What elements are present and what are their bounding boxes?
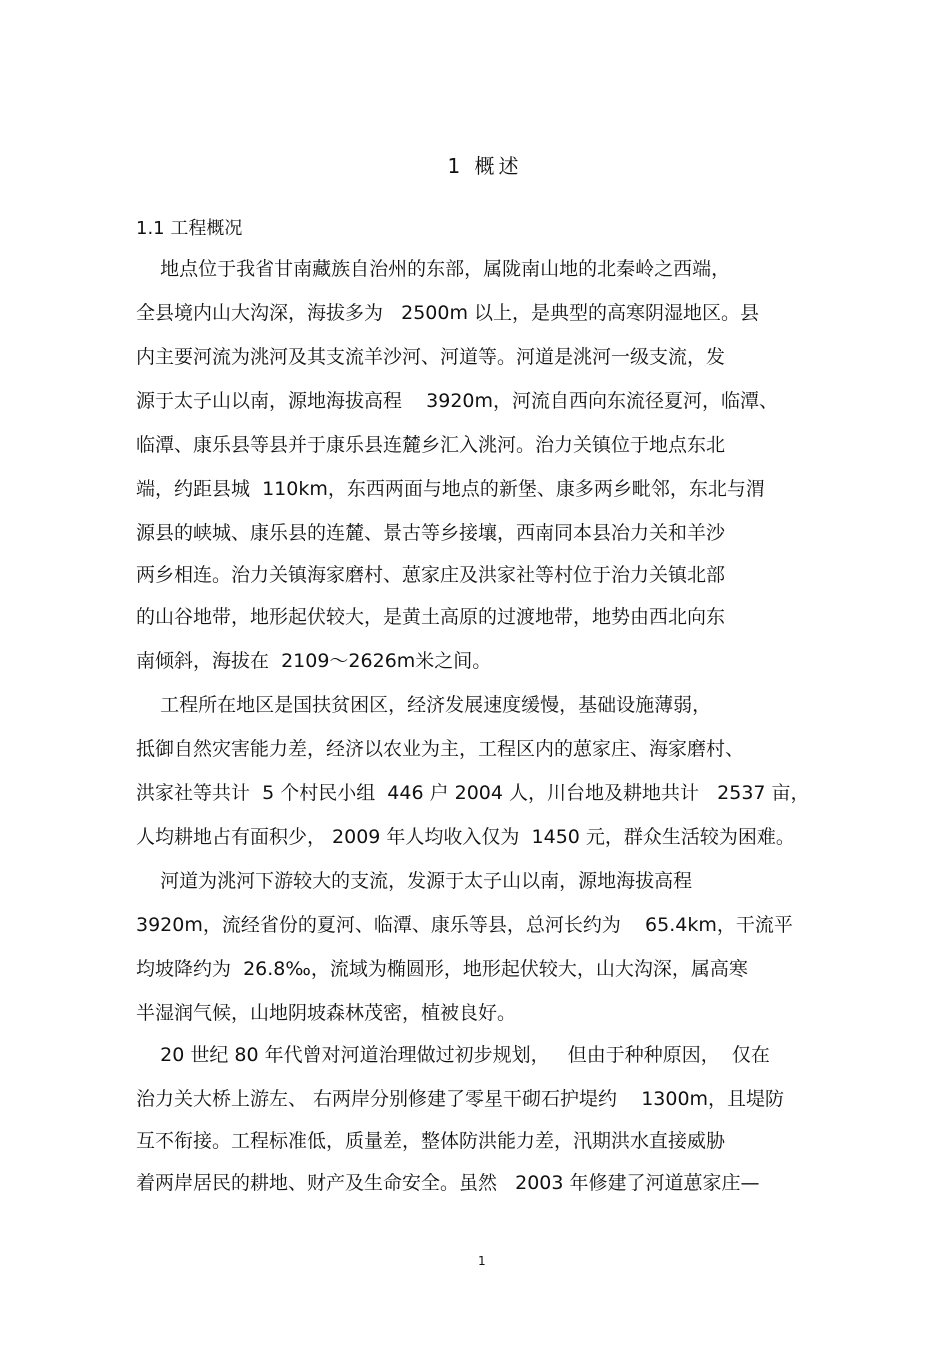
body-line: 内主要河流为洮河及其支流羊沙河、河道等。河道是洮河一级支流，发 [136, 346, 726, 368]
body-line: 3920m，流经省份的夏河、临潭、康乐等县，总河长约为 65.4km，干流平 [136, 914, 793, 936]
body-line: 河道为洮河下游较大的支流，发源于太子山以南，源地海拔高程 [136, 870, 693, 892]
body-line: 互不衔接。工程标准低，质量差，整体防洪能力差，汛期洪水直接威胁 [136, 1130, 726, 1152]
body-line: 全县境内山大沟深，海拔多为 2500m 以上，是典型的高寒阴湿地区。县 [136, 302, 760, 324]
body-line: 洪家社等共计 5 个村民小组 446 户 2004 人，川台地及耕地共计 2537 亩， [136, 782, 810, 804]
body-line: 南倾斜，海拔在 2109～2626m米之间。 [136, 650, 492, 672]
body-line: 源县的峡城、康乐县的连麓、景古等乡接壤，西南同本县冶力关和羊沙 [136, 522, 726, 544]
body-line: 抵御自然灾害能力差，经济以农业为主，工程区内的葸家庄、海家磨村、 [136, 738, 745, 760]
body-line: 临潭、康乐县等县并于康乐县连麓乡汇入洮河。治力关镇位于地点东北 [136, 434, 726, 456]
body-line: 两乡相连。治力关镇海家磨村、葸家庄及洪家社等村位于治力关镇北部 [136, 564, 726, 586]
body-line: 20 世纪 80 年代曾对河道治理做过初步规划， 但由于种种原因， 仅在 [136, 1044, 770, 1066]
body-line: 治力关大桥上游左、 右两岸分别修建了零星干砌石护堤约 1300m，且堤防 [136, 1088, 785, 1110]
body-line: 工程所在地区是国扶贫困区，经济发展速度缓慢，基础设施薄弱， [136, 694, 712, 716]
body-line: 源于太子山以南，源地海拔高程 3920m，河流自西向东流径夏河，临潭、 [136, 390, 779, 412]
body-line: 的山谷地带，地形起伏较大，是黄土高原的过渡地带，地势由西北向东 [136, 606, 726, 628]
body-line: 均坡降约为 26.8‰，流域为椭圆形，地形起伏较大，山大沟深，属高寒 [136, 958, 748, 980]
body-line: 半湿润气候，山地阴坡森林茂密，植被良好。 [136, 1002, 517, 1024]
page-number: 1 [478, 1254, 486, 1268]
chapter-title: 1 概述 [447, 154, 523, 178]
body-line: 着两岸居民的耕地、财产及生命安全。虽然 2003 年修建了河道葸家庄— [136, 1172, 760, 1194]
body-line: 人均耕地占有面积少， 2009 年人均收入仅为 1450 元，群众生活较为困难。 [136, 826, 795, 848]
body-line: 地点位于我省甘南藏族自治州的东部，属陇南山地的北秦岭之西端， [136, 258, 731, 280]
section-heading: 1.1 工程概况 [136, 218, 243, 239]
body-line: 端，约距县城 110km，东西两面与地点的新堡、康多两乡毗邻，东北与渭 [136, 478, 765, 500]
